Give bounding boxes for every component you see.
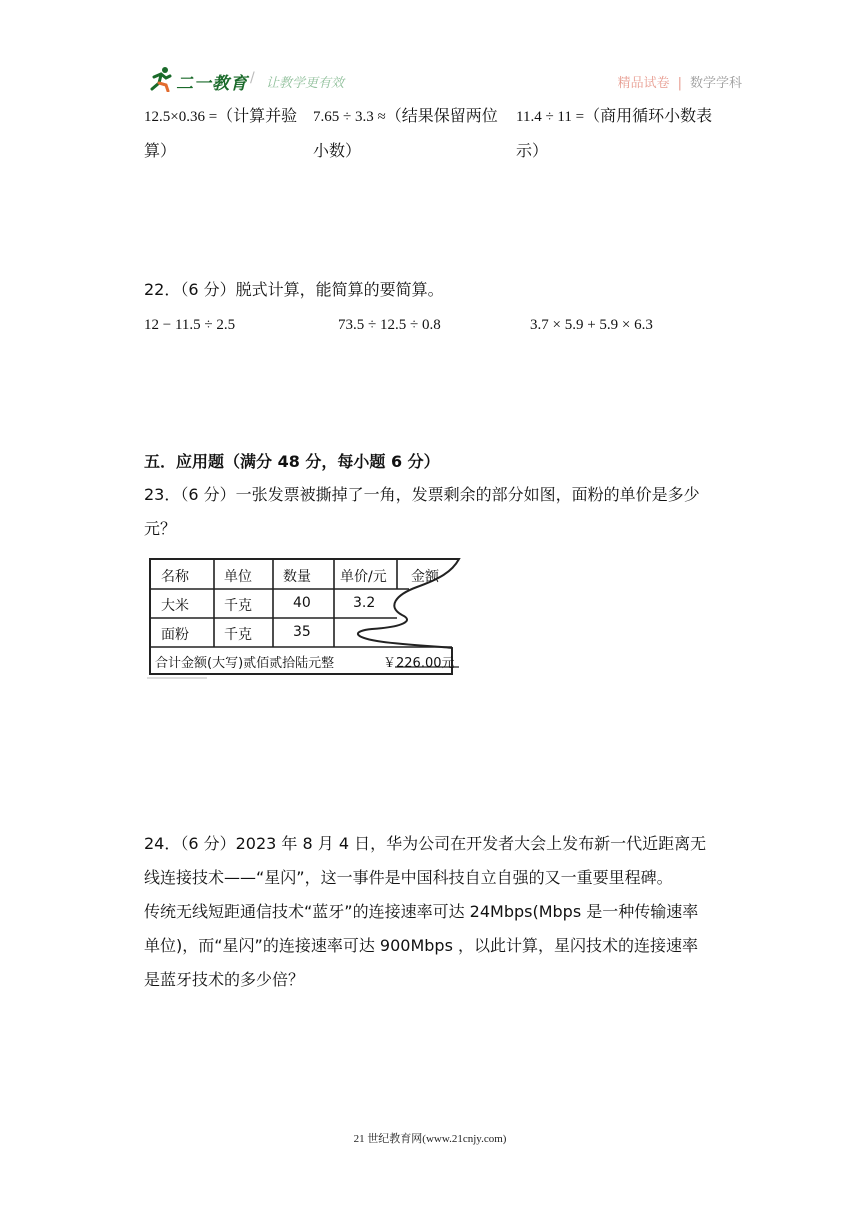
invoice-header-qty: 数量 (283, 569, 311, 585)
logo-text: 二一教育 (176, 74, 248, 94)
header-label-subject: 数学学科 (689, 76, 742, 91)
invoice-header-amount: 金额 (411, 569, 439, 585)
invoice-total-value: ￥226.00元 (383, 656, 455, 671)
invoice-row2-unit: 千克 (224, 627, 252, 643)
q24-line-4: 单位)，而“星闪”的连接速率可达 900Mbps ，以此计算，星闪技术的连接速率 (144, 936, 698, 955)
q22-expr-3: 3.7 × 5.9 + 5.9 × 6.3 (530, 317, 653, 333)
q24-line-3: 传统无线短距通信技术“蓝牙”的连接速率可达 24Mbps(Mbps 是一种传输速率 (144, 902, 699, 921)
header-separator: | (677, 76, 682, 91)
torn-invoice (147, 557, 467, 681)
invoice-row1-unit: 千克 (224, 598, 252, 614)
invoice-row2-qty: 35 (293, 624, 311, 640)
invoice-header-name: 名称 (161, 569, 189, 585)
section-5-title: 五．应用题（满分 48 分，每小题 6 分） (144, 452, 440, 471)
q21-item-1 (144, 101, 297, 132)
q21-item-3 (516, 101, 712, 132)
q21-note-2a: （结果保留两位 (385, 106, 498, 125)
q21-note-3b: 示） (516, 141, 549, 160)
runner-logo-icon (148, 66, 174, 92)
q21-item-2 (313, 101, 498, 132)
q21-note-2b: 小数） (313, 141, 362, 160)
q21-note-1a: （计算并验 (217, 106, 298, 125)
header-label-premium: 精品试卷 (617, 76, 670, 91)
q21-note-3a: （商用循环小数表 (584, 106, 713, 125)
q21-expr-2: 7.65 ÷ 3.3 ≈ (313, 109, 386, 125)
q23-line-1: 23．（6 分）一张发票被撕掉了一角，发票剩余的部分如图，面粉的单价是多少 (144, 485, 700, 504)
invoice-row2-name: 面粉 (161, 627, 189, 643)
invoice-total-label: 合计金额(大写)贰佰贰拾陆元整 (155, 656, 335, 671)
q21-note-1b: 算） (144, 141, 177, 160)
q24-line-2: 线连接技术——“星闪”，这一事件是中国科技自立自强的又一重要里程碑。 (144, 868, 673, 887)
q24-line-5: 是蓝牙技术的多少倍？ (144, 970, 305, 989)
invoice-header-price: 单价/元 (340, 569, 387, 585)
q22-expr-1: 12 − 11.5 ÷ 2.5 (144, 317, 236, 333)
q22-expr-2: 73.5 ÷ 12.5 ÷ 0.8 (338, 317, 441, 333)
page-footer: 21 世纪教育网(www.21cnjy.com) (353, 1133, 507, 1145)
q22-title: 22．（6 分）脱式计算，能简算的要简算。 (144, 280, 444, 299)
invoice-row1-price: 3.2 (353, 595, 376, 611)
logo-slogan: 让教学更有效 (266, 76, 345, 91)
invoice-header-unit: 单位 (224, 569, 252, 585)
q21-expr-3: 11.4 ÷ 11 = (516, 109, 585, 125)
header-right (618, 72, 742, 91)
invoice-row1-qty: 40 (293, 595, 311, 611)
q21-expr-1: 12.5×0.36 = (144, 109, 218, 125)
invoice-row1-name: 大米 (161, 598, 189, 614)
logo-divider: / (250, 70, 255, 86)
header-logo (148, 64, 358, 96)
q23-line-2: 元？ (144, 519, 177, 538)
q24-line-1: 24．（6 分）2023 年 8 月 4 日，华为公司在开发者大会上发布新一代近距离无 (144, 834, 707, 853)
